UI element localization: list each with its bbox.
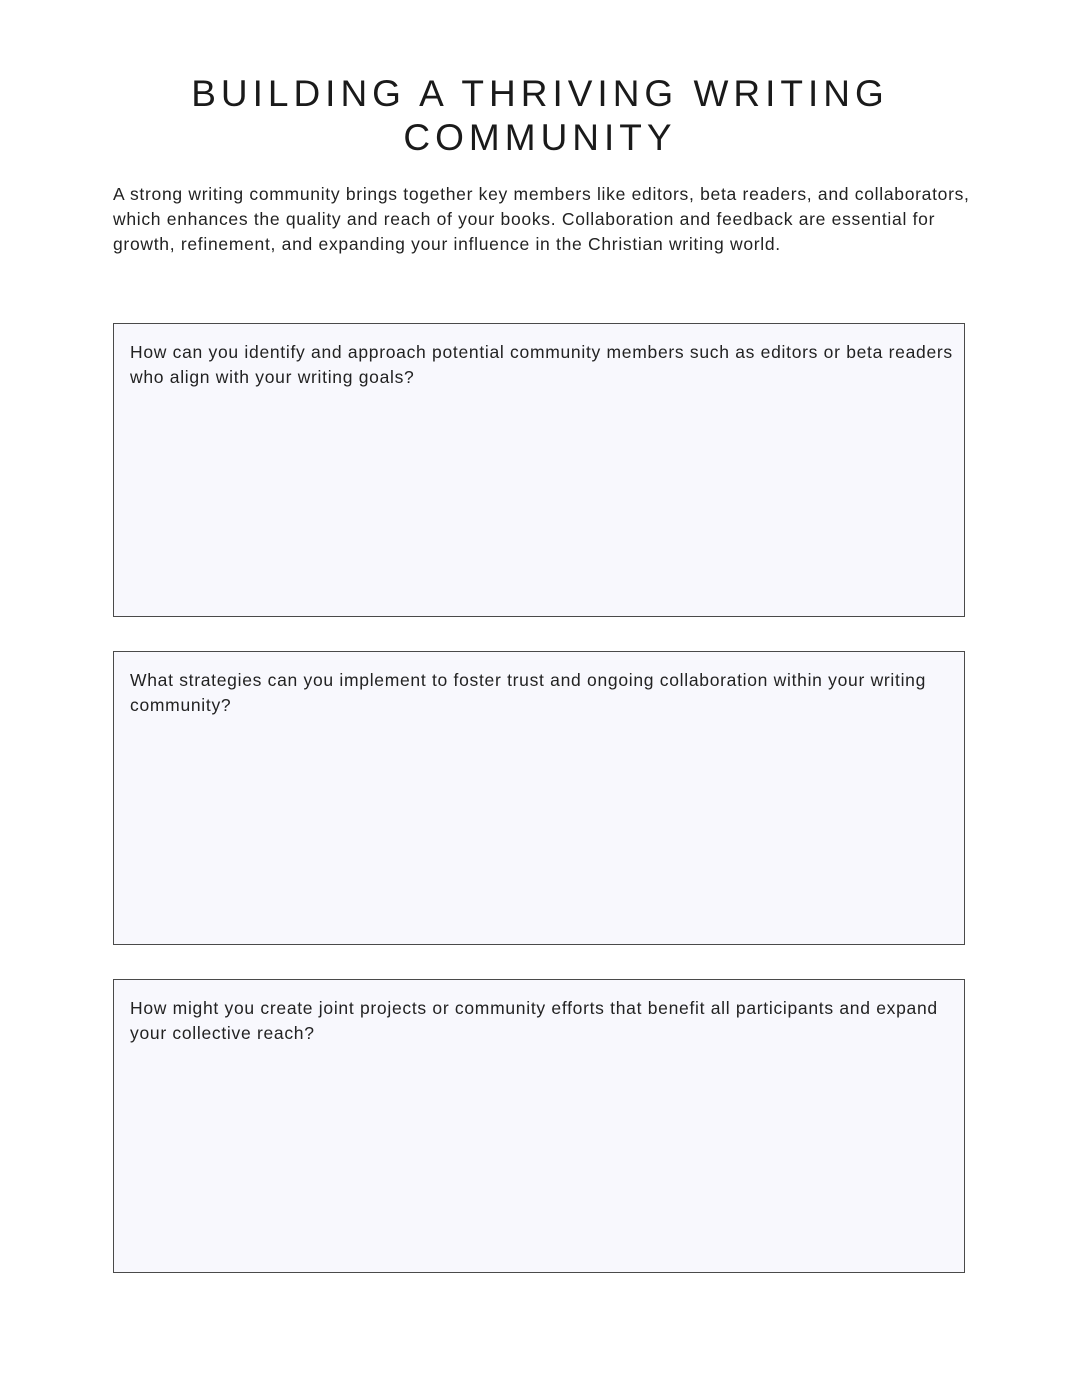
prompt-question-3: How might you create joint projects or community efforts that benefit all participants and expand your collective reach? <box>130 998 938 1043</box>
intro-paragraph: A strong writing community brings together key members like editors, beta readers, and collaborators, which enhances the quality and reach of your books. Collaboration and feedback are essential for growth, refinement, and expanding your influence in the Christian writing world. <box>113 184 970 254</box>
answer-box-2[interactable] <box>113 651 965 945</box>
answer-box-3[interactable] <box>113 979 965 1273</box>
prompt-question-1: How can you identify and approach potential community members such as editors or beta readers who align with your writing goals? <box>130 342 953 387</box>
prompt-question-2: What strategies can you implement to foster trust and ongoing collaboration within your writing community? <box>130 670 927 715</box>
page-title: BUILDING A THRIVING WRITING COMMUNITY <box>191 73 889 158</box>
answer-box-1[interactable] <box>113 323 965 617</box>
